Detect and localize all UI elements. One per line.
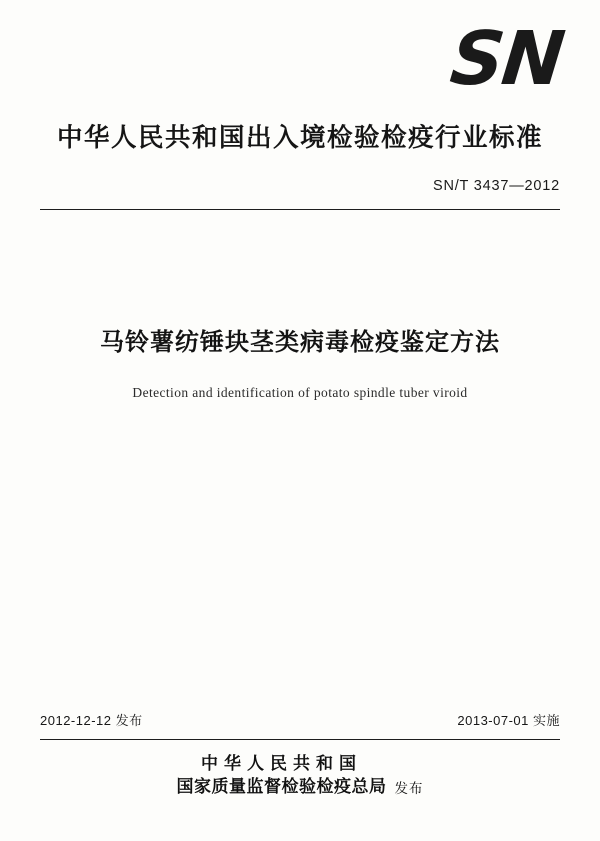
effective-date: 2013-07-01 实施	[457, 713, 560, 728]
header-divider	[40, 209, 560, 210]
issue-date: 2012-12-12 发布	[40, 713, 143, 728]
standard-series-title: 中华人民共和国出入境检验检疫行业标准	[56, 123, 543, 153]
document-title-english: Detection and identification of potato spindle tuber viroid	[132, 385, 468, 400]
standard-number: SN/T 3437—2012	[432, 178, 560, 194]
sn-logo-block	[446, 16, 567, 102]
issuer-block	[0, 753, 600, 799]
issuer-line-2: 国家质量监督检验检疫总局	[176, 777, 387, 798]
footer-divider	[40, 739, 560, 740]
document-title-chinese: 马铃薯纺锤块茎类病毒检疫鉴定方法	[100, 328, 500, 356]
dates-row	[40, 710, 560, 729]
issuer-line-1: 中华人民共和国	[201, 754, 362, 775]
sn-logo-text: SN	[446, 16, 567, 102]
issuer-verb: 发布	[394, 781, 424, 797]
issuer-names	[177, 753, 387, 799]
